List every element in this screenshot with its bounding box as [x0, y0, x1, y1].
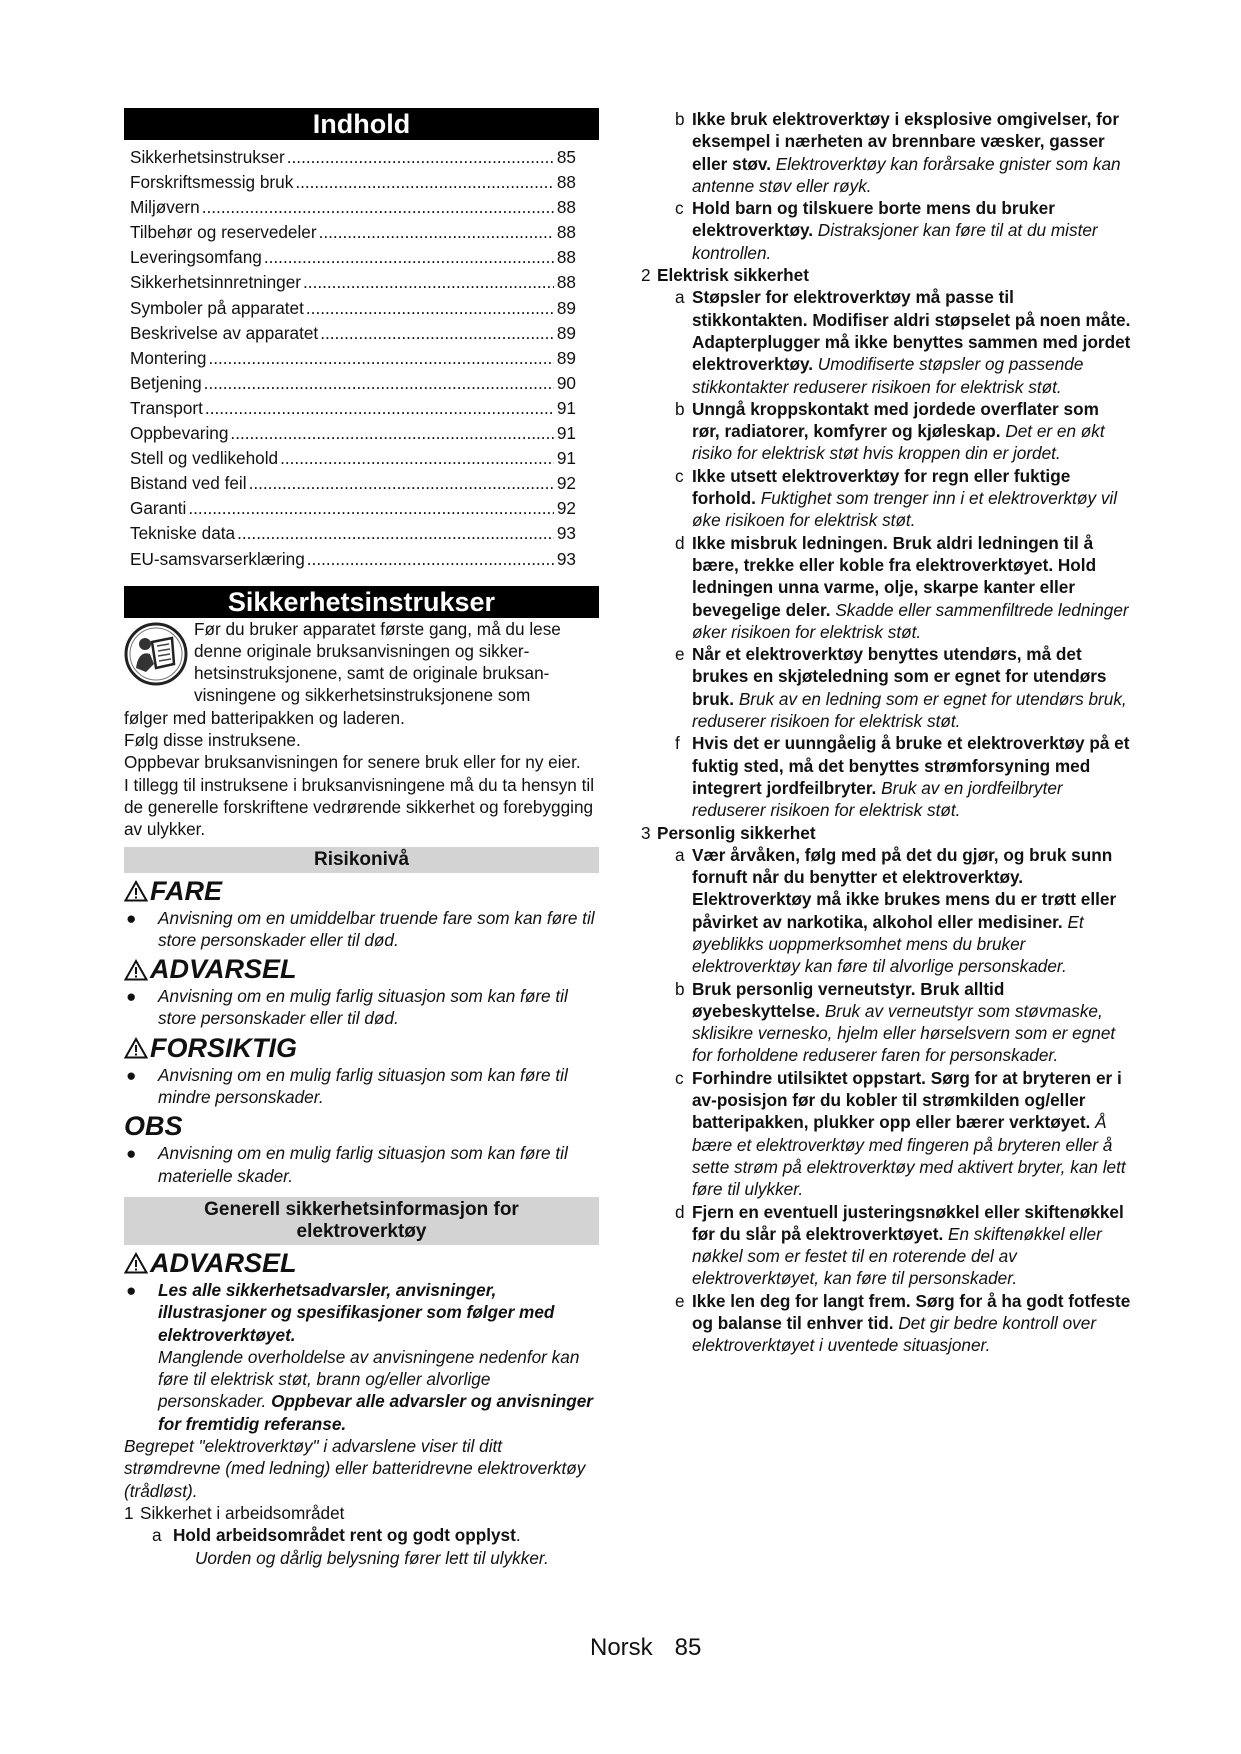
section-heading: [641, 822, 1131, 844]
toc-page: 91: [556, 448, 576, 469]
risk-level-bullet: [124, 985, 599, 1030]
footer-page-number: 85: [674, 1634, 702, 1661]
item-bold: Unngå kroppskontakt med jordede overflater som rør, radiatorer, komfyrer og kjøleskap.: [692, 398, 1099, 442]
general-heading-line: elektroverktøy: [296, 1220, 427, 1242]
general-bullet-bold2: Oppbevar alle advarsler og anvisninger for fremtidig referanse.: [158, 1391, 593, 1434]
toc-page: 93: [556, 523, 576, 544]
toc-label: EU-samsvarserklæring: [130, 548, 305, 569]
item-italic: Et øyeblikks uoppmerksomhet mens du bruker elektroverktøy kan føre til alvorlige personskader.: [692, 911, 1084, 977]
item-bold: Bruk personlig verneutstyr. Bruk alltid øyebeskyttelse.: [692, 978, 1005, 1021]
toc-page: 91: [556, 397, 576, 418]
toc-leader: [287, 145, 554, 170]
right-column: [641, 108, 1131, 1357]
risk-level-label: FORSIKTIG: [150, 1032, 297, 1063]
intro-paragraph: I tillegg til instruksene i bruksanvisningene må du ta hensyn til de generelle forskriftene vedrørende sikkerhet og forebygging av ulykker.: [124, 774, 595, 840]
toc-leader: [208, 346, 553, 371]
item-italic: Elektroverktøy kan forårsake gnister som kan antenne støv eller røyk.: [692, 153, 1121, 196]
risk-level-label: ADVARSEL: [150, 954, 297, 985]
intro-block: [124, 618, 599, 841]
item-italic: En skiftenøkkel eller nøkkel som er festet til en roterende del av elektroverktøyet, kan føre til personskader.: [692, 1223, 1102, 1289]
safety-item: [641, 1290, 1131, 1357]
item-bold: Ikke bruk elektroverktøy i eksplosive omgivelser, for eksempel i nærheten av brennbare væsker, gasser eller støv.: [692, 109, 1120, 174]
intro-line: visningene og sikkerhetsinstruksjonene som: [194, 685, 531, 706]
item-italic: Det er en økt risiko for elektrisk støt hvis kroppen din er jordet.: [692, 421, 1105, 464]
toc-row: [130, 396, 576, 421]
section-number: 1: [124, 1502, 134, 1523]
safety-item: [641, 465, 1131, 532]
toc-page: 88: [556, 172, 576, 193]
toc-page: 89: [556, 347, 576, 368]
section-title: Sikkerhet i arbeidsområdet: [140, 1502, 345, 1523]
risk-level-title: [124, 954, 599, 985]
item-italic: Det gir bedre kontroll over elektroverktøyet i uventede situasjoner.: [692, 1313, 1097, 1356]
toc-label: Transport: [130, 397, 203, 418]
toc-heading: Indhold: [124, 108, 599, 140]
risk-level-bullet: [124, 1142, 599, 1187]
item-bold: Forhindre utilsiktet oppstart. Sørg for at bryteren er i av-posisjon før du kobler til strømkilden og/eller batteripakken, plukker opp eller bærer verktøyet.: [692, 1067, 1122, 1133]
risk-levels: [124, 876, 599, 1187]
toc-row: [130, 471, 576, 496]
toc-label: Sikkerhetsinstrukser: [130, 147, 285, 167]
item-bold: Hold barn og tilskuere borte mens du bruker elektroverktøy.: [692, 198, 1055, 241]
general-warning-label: ADVARSEL: [150, 1247, 297, 1278]
section-title: Personlig sikkerhet: [657, 822, 816, 843]
safety-heading: Sikkerhetsinstrukser: [124, 586, 599, 618]
item-italic: Umodifiserte støpsler og passende stikkontakter reduserer risikoen for elektrisk støt.: [692, 354, 1084, 397]
footer-language: Norsk: [590, 1634, 653, 1661]
toc-label: Betjening: [130, 372, 202, 393]
toc-label: Stell og vedlikehold: [130, 448, 279, 469]
safety-item: [641, 1067, 1131, 1201]
toc-label: Garanti: [130, 498, 187, 519]
safety-item: [641, 286, 1131, 397]
intro-line: Før du bruker apparatet første gang, må du lese: [194, 618, 561, 639]
bullet-dot: ●: [126, 1064, 137, 1085]
toc-row: [130, 296, 576, 321]
risk-level-title: [124, 1033, 599, 1064]
item-bold: Fjern en eventuell justeringsnøkkel eller skiftenøkkel før du slår på elektroverktøyet.: [692, 1201, 1124, 1244]
item-bold: Ikke utsett elektroverktøy for regn eller fuktige forhold.: [692, 465, 1071, 509]
safety-item: [641, 1201, 1131, 1290]
toc-leader: [230, 421, 553, 446]
toc-leader: [280, 446, 554, 471]
risk-heading: Risikonivå: [124, 847, 599, 873]
toc-label: Montering: [130, 347, 207, 368]
toc-row: [130, 220, 576, 245]
read-manual-icon: [124, 622, 188, 686]
item-letter: e: [675, 644, 685, 665]
toc-row: [130, 496, 576, 521]
general-heading: [124, 1197, 599, 1245]
toc-row: [130, 321, 576, 346]
toc-label: Beskrivelse av apparatet: [130, 322, 319, 343]
item-letter: d: [675, 1201, 685, 1222]
bullet-dot: ●: [126, 907, 137, 928]
toc-row: [130, 145, 576, 170]
item-bold: Støpsler for elektroverktøy må passe til stikkontakten. Modifiser aldri støpselet på noen måte. Adapterplugger må ikke benyttes sammen med jordet elektroverktøy.: [692, 287, 1131, 375]
item-period: .: [515, 1525, 521, 1546]
general-heading-line: Generell sikkerhetsinformasjon for: [204, 1198, 519, 1220]
safety-item: [641, 978, 1131, 1067]
item-italic: Bruk av en jordfeilbryter reduserer risikoen for elektrisk støt.: [692, 777, 1063, 821]
section-title: Elektrisk sikkerhet: [657, 265, 809, 286]
item-letter: d: [675, 532, 685, 553]
risk-level-text: Anvisning om en mulig farlig situasjon som kan føre til store personskader eller til død.: [158, 986, 568, 1029]
risk-level-bullet: [124, 1064, 599, 1109]
risk-level-text: Anvisning om en mulig farlig situasjon som kan føre til materielle skader.: [158, 1143, 568, 1186]
item-letter: b: [675, 109, 685, 129]
item-italic: Uorden og dårlig belysning fører lett til ulykker.: [195, 1547, 549, 1568]
toc-leader: [319, 220, 554, 245]
toc-page: 90: [556, 372, 576, 393]
section-number: 2: [641, 265, 651, 286]
risk-level-label: OBS: [124, 1111, 183, 1142]
toc-leader: [295, 170, 554, 195]
intro-paragraph: Følg disse instruksene.: [124, 730, 301, 751]
table-of-contents: [130, 145, 599, 572]
toc-leader: [306, 296, 554, 321]
item-italic: Å bære et elektroverktøy med fingeren på bryteren eller å sette strøm på elektroverktøy med aktivert bryter, kan lett føre til ulykker.: [692, 1112, 1126, 1200]
toc-page: 89: [556, 297, 576, 318]
item-bold: Når et elektroverktøy benyttes utendørs, må det brukes en skjøteledning som er egnet for utendørs bruk.: [692, 644, 1107, 709]
toc-row: [130, 446, 576, 471]
item-bold: Ikke misbruk ledningen. Bruk aldri ledningen til å bære, trekke eller koble fra elektroverktøyet. Hold ledningen unna varme, olje, skarpe kanter eller bevegelige deler.: [692, 532, 1097, 620]
item-letter: c: [675, 1067, 684, 1088]
item-letter: b: [675, 978, 685, 999]
section-1-heading: [124, 1502, 599, 1524]
warning-triangle-icon: [124, 1252, 148, 1274]
bullet-dot: ●: [126, 986, 137, 1007]
section-heading: [641, 264, 1131, 286]
item-bold: Vær årvåken, følg med på det du gjør, og bruk sunn fornuft når du benytter et elektroverktøy. Elektroverktøy må ikke brukes mens du er trøtt eller påvirket av narkotika, alkohol eller medisiner.: [692, 844, 1117, 932]
item-letter: e: [675, 1290, 685, 1311]
toc-row: [130, 195, 576, 220]
general-bullet-bold: Les alle sikkerhetsadvarsler, anvisninger, illustrasjoner og spesifikasjoner som følger med elektroverktøyet.: [158, 1279, 555, 1345]
intro-line: hetsinstruksjonene, samt de originale bruksan-: [194, 663, 550, 684]
toc-row: [130, 170, 576, 195]
toc-page: 92: [556, 473, 576, 494]
item-bold: Hvis det er uunngåelig å bruke et elektroverktøy på et fuktig sted, må det benyttes strømforsyning med integrert jordfeilbryter.: [692, 733, 1130, 798]
item-bold: Hold arbeidsområdet rent og godt opplyst: [173, 1525, 516, 1546]
warning-triangle-icon: [124, 959, 148, 981]
toc-page: 93: [556, 548, 576, 569]
item-letter: a: [675, 287, 685, 308]
intro-line: denne originale bruksanvisningen og sikker-: [194, 640, 530, 661]
toc-label: Bistand ved feil: [130, 473, 247, 494]
item-letter: f: [675, 733, 680, 754]
toc-label: Sikkerhetsinnretninger: [130, 272, 302, 293]
item-letter: a: [675, 844, 685, 865]
left-column: [124, 108, 599, 1569]
intro-paragraph: Oppbevar bruksanvisningen for senere bruk eller for ny eier.: [124, 752, 581, 773]
general-bullet: [124, 1279, 599, 1435]
item-italic: Fuktighet som trenger inn i et elektroverktøy vil øke risikoen for elektrisk støt.: [692, 488, 1118, 531]
safety-item: [641, 643, 1131, 732]
safety-item: [641, 732, 1131, 821]
toc-leader: [237, 521, 554, 546]
toc-row: [130, 421, 576, 446]
risk-level-label: FARE: [150, 875, 223, 906]
toc-row: [130, 270, 576, 295]
toc-page: 88: [556, 247, 576, 268]
safety-item: [641, 398, 1131, 465]
risk-level-title: [124, 876, 599, 907]
general-warning-title: [124, 1248, 599, 1279]
risk-level-text: Anvisning om en umiddelbar truende fare som kan føre til store personskader eller til død.: [158, 907, 595, 950]
section-1-item-a: [124, 1524, 599, 1569]
safety-item: [641, 197, 1131, 264]
item-italic: Distraksjoner kan føre til at du mister kontrollen.: [692, 220, 1098, 263]
toc-label: Forskriftsmessig bruk: [130, 172, 294, 193]
general-bullet-italic: Manglende overholdelse av anvisningene nedenfor kan føre til elektrisk støt, brann og/eller alvorlige personskader.: [158, 1346, 580, 1412]
item-italic: Bruk av en ledning som er egnet for utendørs bruk, reduserer risikoen for elektrisk støt.: [692, 688, 1127, 732]
toc-label: Leveringsomfang: [130, 247, 262, 268]
bullet-dot: ●: [126, 1143, 137, 1164]
item-bold: Ikke len deg for langt frem. Sørg for å ha godt fotfeste og balanse til enhver tid.: [692, 1290, 1131, 1334]
toc-page: 91: [556, 423, 576, 444]
toc-row: [130, 371, 576, 396]
toc-page: 88: [556, 272, 576, 293]
item-letter: a: [152, 1525, 162, 1546]
safety-item: [641, 108, 1131, 197]
toc-page: 88: [556, 222, 576, 243]
page-footer: [590, 1634, 723, 1662]
toc-leader: [303, 270, 554, 295]
toc-row: [130, 521, 576, 546]
toc-label: Tekniske data: [130, 523, 236, 544]
toc-leader: [205, 396, 554, 421]
toc-label: Symboler på apparatet: [130, 297, 304, 318]
risk-level-text: Anvisning om en mulig farlig situasjon som kan føre til mindre personskader.: [158, 1064, 568, 1108]
warning-triangle-icon: [124, 880, 148, 902]
term-note: Begrepet "elektroverktøy" i advarslene viser til ditt strømdrevne (med ledning) eller batteridrevne elektroverktøy (trådløst).: [124, 1436, 586, 1501]
toc-leader: [307, 547, 554, 572]
toc-leader: [204, 371, 554, 396]
toc-page: 92: [556, 498, 576, 519]
toc-leader: [320, 321, 554, 346]
toc-page: 85: [556, 147, 576, 167]
safety-item: [641, 532, 1131, 643]
toc-label: Miljøvern: [130, 197, 200, 218]
item-letter: c: [675, 198, 684, 219]
toc-label: Tilbehør og reservedeler: [130, 222, 317, 243]
item-letter: b: [675, 398, 685, 419]
toc-label: Oppbevaring: [130, 423, 229, 444]
toc-row: [130, 245, 576, 270]
toc-leader: [188, 496, 554, 521]
item-letter: c: [675, 465, 684, 486]
item-italic: Skadde eller sammenfiltrede ledninger øker risikoen for elektrisk støt.: [692, 599, 1129, 642]
toc-leader: [249, 471, 554, 496]
toc-page: 88: [556, 197, 576, 218]
toc-leader: [264, 245, 554, 270]
toc-row: [130, 547, 576, 572]
risk-level-title: [124, 1111, 599, 1142]
warning-triangle-icon: [124, 1037, 148, 1059]
bullet-dot: ●: [126, 1279, 137, 1300]
toc-row: [130, 346, 576, 371]
risk-level-bullet: [124, 907, 599, 952]
toc-leader: [202, 195, 554, 220]
toc-page: 89: [556, 322, 576, 343]
intro-paragraph: følger med batteripakken og laderen.: [124, 707, 405, 728]
section-number: 3: [641, 822, 651, 843]
item-italic: Bruk av verneutstyr som støvmaske, sklisikre vernesko, hjelm eller hørselsvern som er egnet for forholdene reduserer faren for personskader.: [692, 1000, 1116, 1066]
safety-item: [641, 844, 1131, 978]
